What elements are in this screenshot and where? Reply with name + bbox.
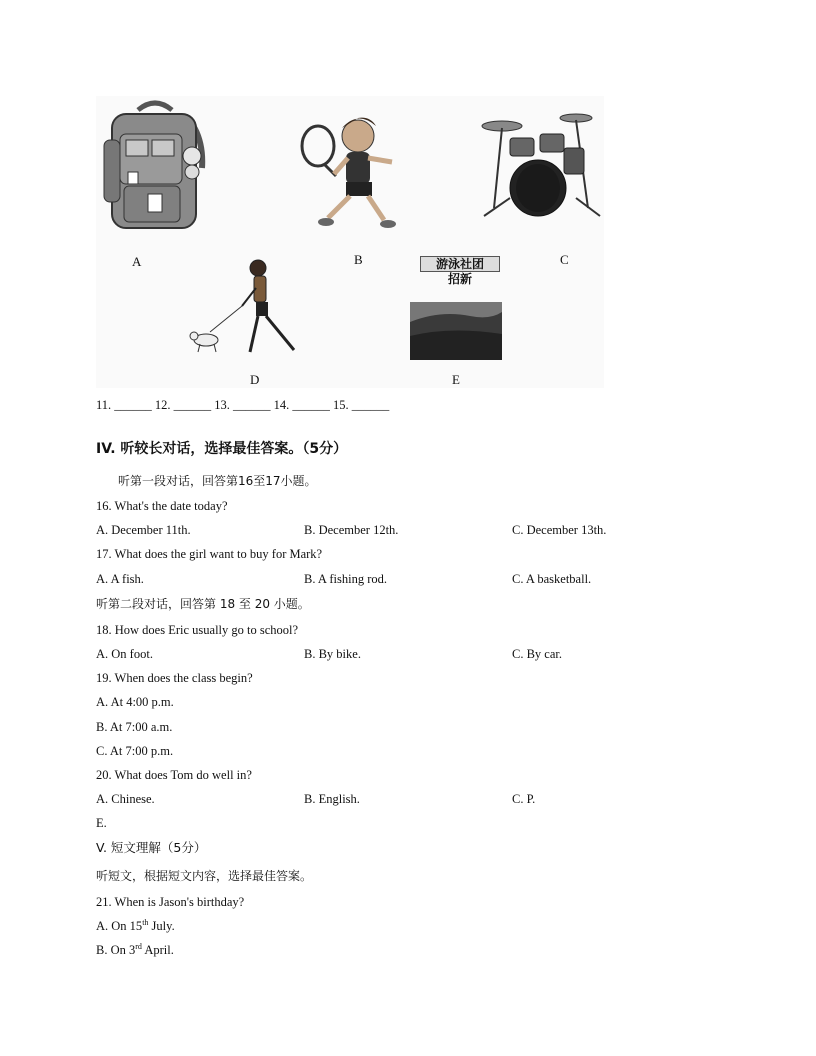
q18-option-a: A. On foot.: [96, 647, 153, 661]
swim-club-sign: [420, 256, 500, 286]
q21-option-a: [96, 918, 175, 934]
q21-question: 21. When is Jason's birthday?: [96, 895, 245, 909]
swimming-photo-image: [410, 302, 502, 360]
q19-option-b: B. At 7:00 a.m.: [96, 720, 173, 734]
q17-option-c: C. A basketball.: [512, 572, 592, 586]
q19-option-c: C. At 7:00 p.m.: [96, 744, 174, 758]
q20-option-c-continued: E.: [96, 816, 107, 830]
q16-option-a: A. December 11th.: [96, 523, 191, 537]
q21-option-b-pre: B. On 3: [96, 943, 136, 957]
q21-option-a-post: July.: [148, 919, 175, 933]
q21-option-b-post: April.: [141, 943, 174, 957]
swim-sign-line2: 招新: [447, 272, 472, 286]
image-label-d: D: [250, 372, 260, 387]
q16-option-b: B. December 12th.: [304, 523, 399, 537]
q16-question: 16. What's the date today?: [96, 499, 228, 513]
q20-option-a: A. Chinese.: [96, 792, 155, 806]
q17-question: 17. What does the girl want to buy for Mark?: [96, 547, 323, 561]
q17-option-b: B. A fishing rod.: [304, 572, 387, 586]
q16-option-c: C. December 13th.: [512, 523, 607, 537]
section4-instruction-1: 听第一段对话，回答第16至17小题。: [118, 474, 317, 488]
q19-option-a: A. At 4:00 p.m.: [96, 695, 174, 709]
q20-option-b: B. English.: [304, 792, 360, 806]
answer-blanks-line: 11. ______ 12. ______ 13. ______ 14. ______ 15. ______: [96, 398, 390, 412]
dog-walker-image: [186, 256, 304, 360]
q18-question: 18. How does Eric usually go to school?: [96, 623, 299, 637]
image-label-e: E: [452, 372, 460, 387]
q18-option-c: C. By car.: [512, 647, 562, 661]
image-label-c: C: [560, 252, 569, 267]
q20-question: 20. What does Tom do well in?: [96, 768, 252, 782]
section5-instruction: 听短文，根据短文内容，选择最佳答案。: [96, 869, 313, 883]
q19-question: 19. When does the class begin?: [96, 671, 253, 685]
swim-sign-line1: 游泳社团: [420, 256, 500, 272]
q21-option-b: [96, 942, 174, 958]
tennis-player-image: [300, 110, 406, 236]
q21-option-a-pre: A. On 15: [96, 919, 143, 933]
q21-option-a-sup: th: [142, 917, 149, 927]
backpack-image: [100, 98, 210, 232]
q21-option-b-sup: rd: [135, 941, 142, 951]
q17-option-a: A. A fish.: [96, 572, 144, 586]
q20-option-c: C. P.: [512, 792, 536, 806]
image-label-a: A: [132, 254, 142, 269]
q18-option-b: B. By bike.: [304, 647, 361, 661]
picture-panel: [96, 96, 604, 388]
drum-kit-image: [480, 108, 604, 222]
section4-title: IV. 听较长对话，选择最佳答案。（5分）: [96, 441, 348, 457]
image-label-b: B: [354, 252, 363, 267]
section4-instruction-2: 听第二段对话，回答第 18 至 20 小题。: [96, 597, 310, 611]
section5-title: V. 短文理解（5分）: [96, 840, 207, 855]
